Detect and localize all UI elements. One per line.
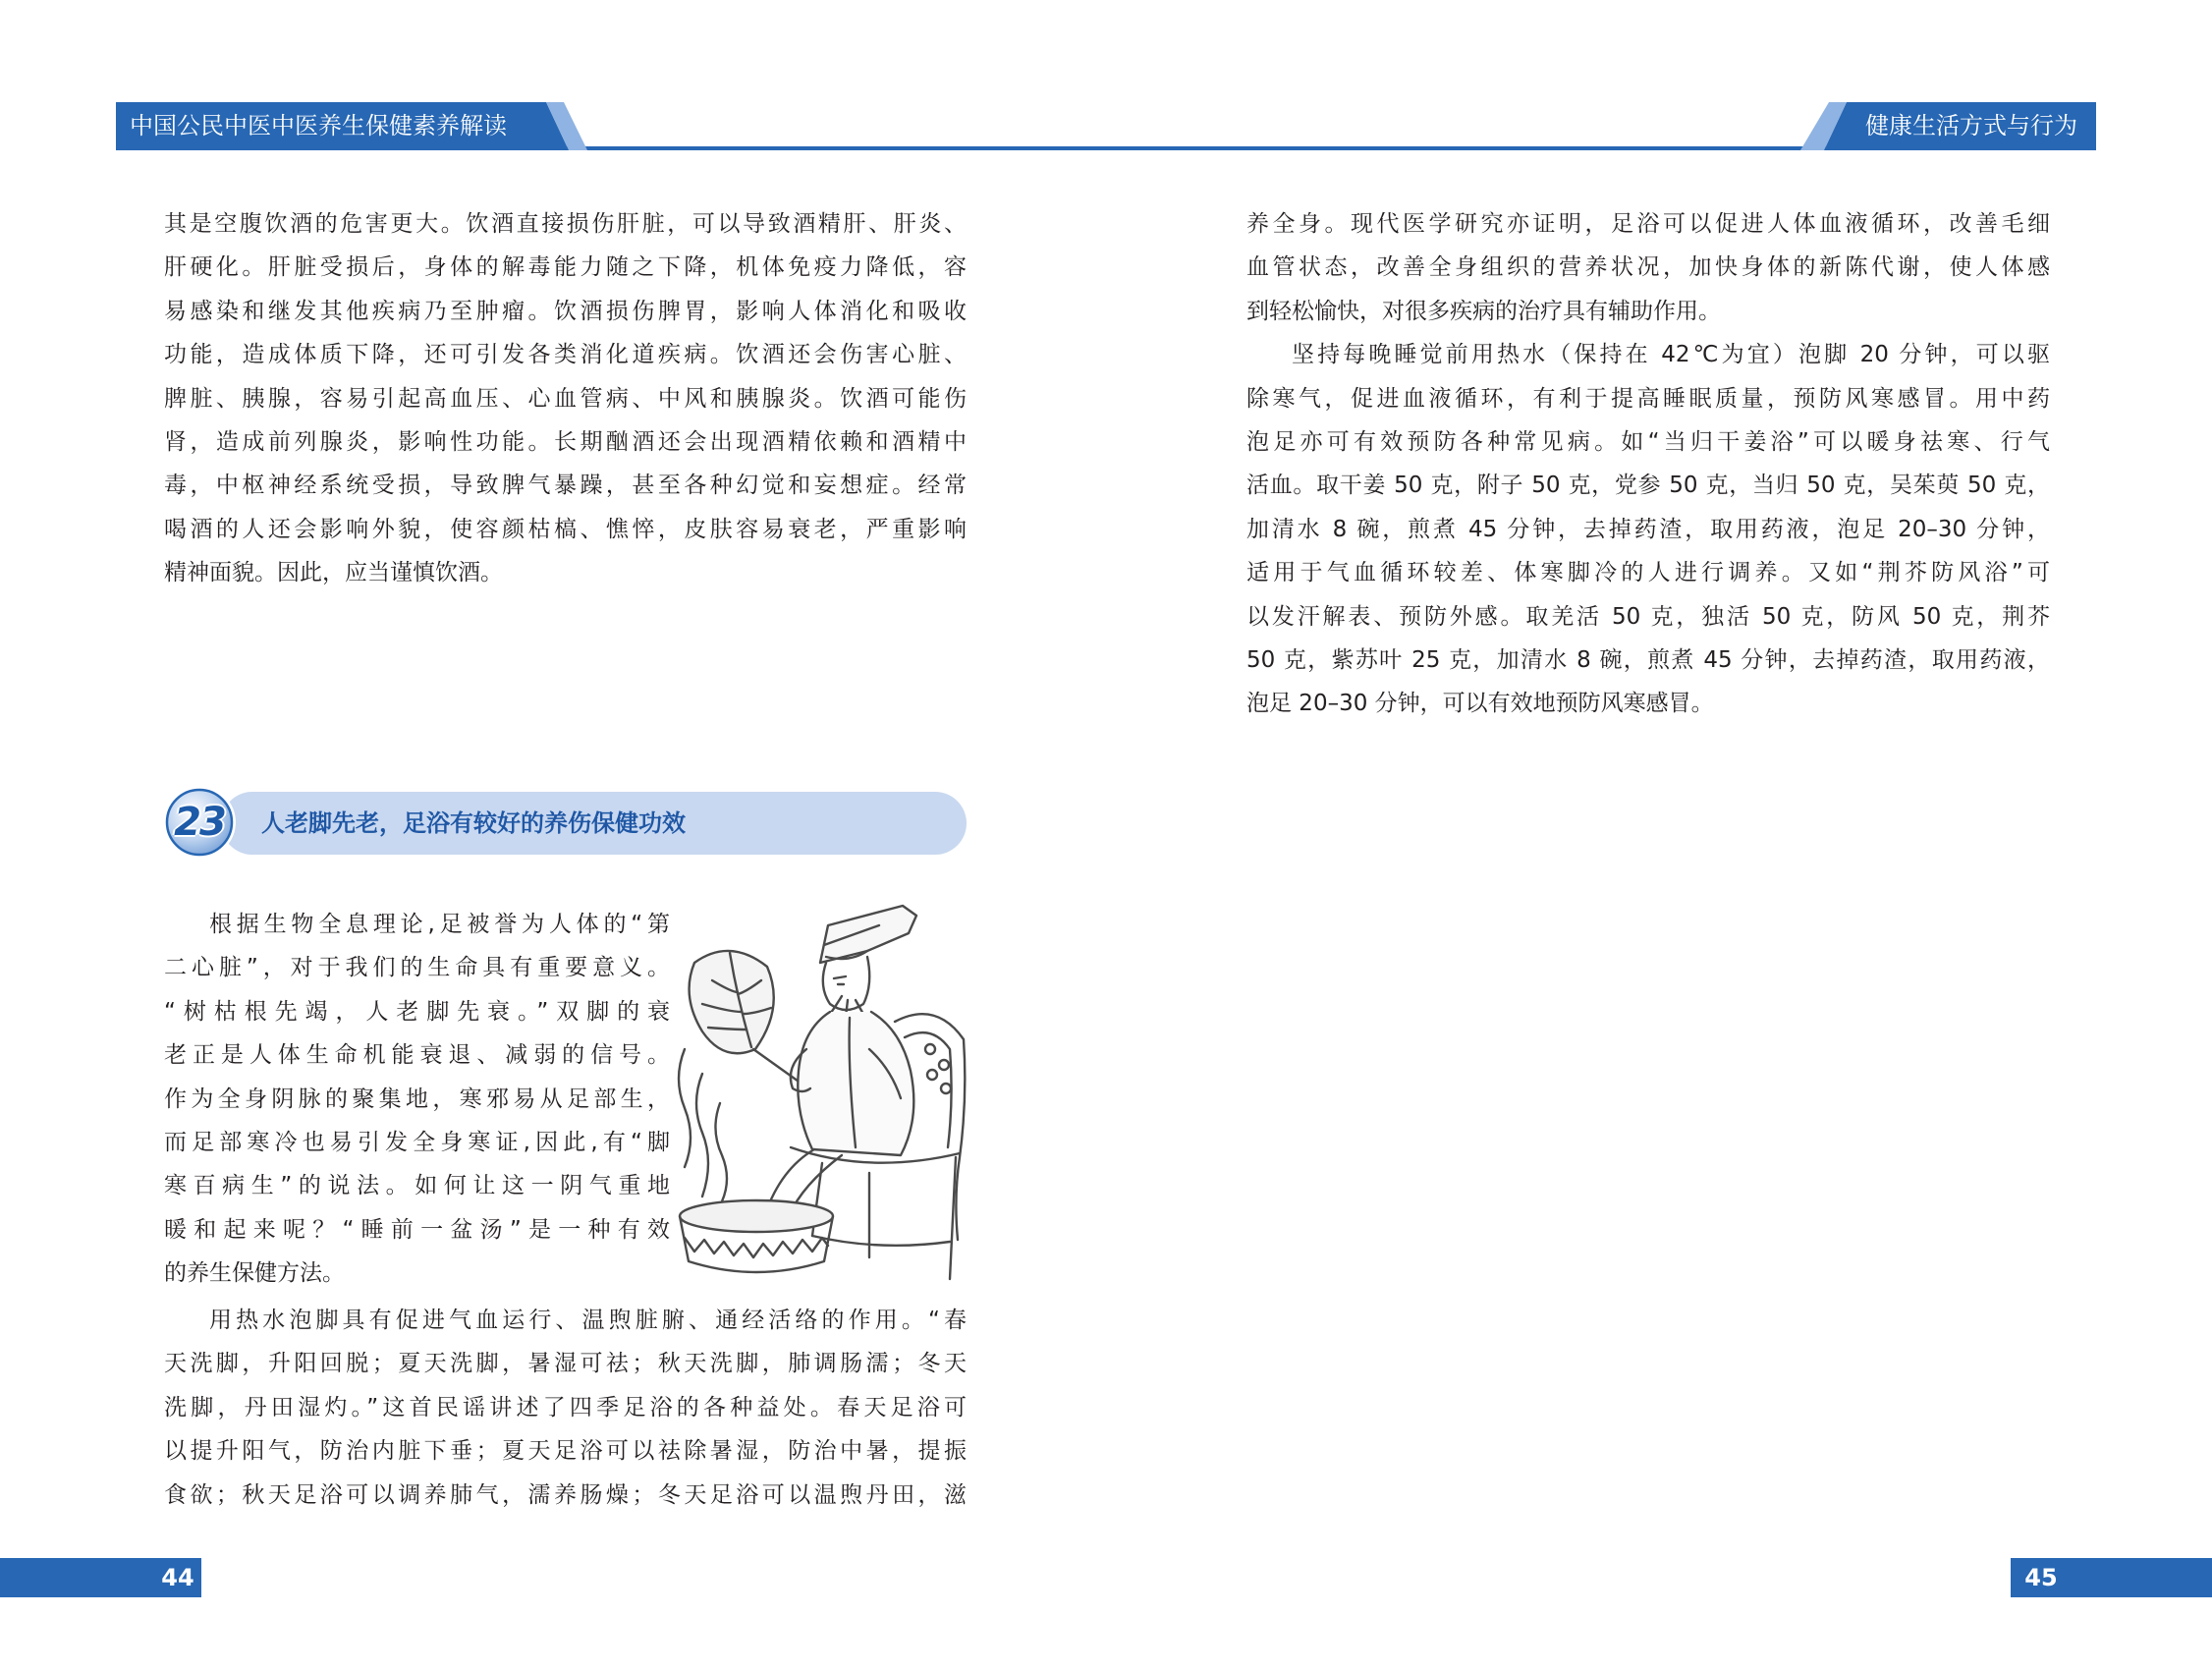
herbal-paragraph-line: 适用于气血循环较差、体寒脚冷的人进行调养。又如“荆芥防风浴”可 xyxy=(1246,560,2050,586)
herbal-paragraph-line: 活血。取干姜 50 克，附子 50 克，党参 50 克，当归 50 克，吴茱萸 50 克， xyxy=(1246,473,2050,499)
foot-intro-paragraph-line: 二心脏”，对于我们的生命具有重要意义。 xyxy=(164,955,670,981)
foot-intro-paragraph-line: 老正是人体生命机能衰退、减弱的信号。 xyxy=(164,1042,670,1069)
page-number-left: 44 xyxy=(161,1564,194,1591)
foot-intro-paragraph-line: 的养生保健方法。 xyxy=(164,1260,345,1287)
alcohol-paragraph-line: 易感染和继发其他疾病乃至肿瘤。饮酒损伤脾胃，影响人体消化和吸收 xyxy=(164,298,967,324)
foot-water-paragraph-line: 用热水泡脚具有促进气血运行、温煦脏腑、通经活络的作用。“春 xyxy=(209,1308,967,1333)
foot-water-paragraph-line: 天洗脚，升阳回脱；夏天洗脚，暑湿可祛；秋天洗脚，肺调肠濡；冬天 xyxy=(164,1351,967,1377)
foot-water-paragraph-line: 以提升阳气，防治内脏下垂；夏天足浴可以祛除暑湿，防治中暑，提振 xyxy=(164,1438,967,1465)
alcohol-paragraph-line: 其是空腹饮酒的危害更大。饮酒直接损伤肝脏，可以导致酒精肝、肝炎、 xyxy=(164,211,967,237)
herbal-paragraph-line: 加清水 8 碗，煎煮 45 分钟，去掉药渣，取用药液，泡足 20–30 分钟， xyxy=(1246,516,2050,542)
foot-intro-paragraph-line: 作为全身阴脉的聚集地，寒邪易从足部生， xyxy=(164,1086,670,1112)
foot-intro-paragraph xyxy=(164,903,670,1296)
herbal-paragraph-line: 以发汗解表、预防外感。取羌活 50 克，独活 50 克，防风 50 克，荆芥 xyxy=(1246,603,2050,630)
right-page-body xyxy=(1246,202,2050,726)
alcohol-paragraph-line: 脾脏、胰腺，容易引起高血压、心血管病、中风和胰腺炎。饮酒可能伤 xyxy=(164,385,967,412)
herbal-paragraph-line: 除寒气，促进血液循环，有利于提高睡眠质量，预防风寒感冒。用中药 xyxy=(1246,385,2050,412)
herbal-paragraph-line: 50 克，紫苏叶 25 克，加清水 8 碗，煎煮 45 分钟，去掉药渣，取用药液， xyxy=(1246,646,2050,673)
alcohol-paragraph-line: 精神面貌。因此，应当谨慎饮酒。 xyxy=(164,560,503,586)
continued-paragraph-line: 到轻松愉快，对很多疾病的治疗具有辅助作用。 xyxy=(1246,298,1721,324)
foot-intro-paragraph-line: “树枯根先竭，人老脚先衰。”双脚的衰 xyxy=(164,998,670,1025)
page-number-right: 45 xyxy=(2024,1564,2058,1591)
alcohol-paragraph-line: 肾，造成前列腺炎，影响性功能。长期酗酒还会出现酒精依赖和酒精中 xyxy=(164,428,967,455)
foot-water-paragraph-line: 洗脚，丹田湿灼。”这首民谣讲述了四季足浴的各种益处。春天足浴可 xyxy=(164,1394,967,1420)
foot-water-paragraph xyxy=(164,1299,967,1517)
herbal-paragraph-line: 泡足亦可有效预防各种常见病。如“当归干姜浴”可以暖身祛寒、行气 xyxy=(1246,428,2050,455)
foot-intro-paragraph-line: 暖和起来呢？“睡前一盆汤”是一种有效 xyxy=(164,1216,670,1243)
alcohol-paragraph-line: 功能，造成体质下降，还可引发各类消化道疾病。饮酒还会伤害心脏、 xyxy=(164,342,967,368)
alcohol-paragraph-line: 喝酒的人还会影响外貌，使容颜枯槁、憔悴，皮肤容易衰老，严重影响 xyxy=(164,516,967,542)
continued-paragraph-line: 养全身。现代医学研究亦证明，足浴可以促进人体血液循环，改善毛细 xyxy=(1246,211,2050,237)
foot-intro-paragraph-line: 而足部寒冷也易引发全身寒证,因此,有“脚 xyxy=(164,1129,670,1155)
section-number: 23 xyxy=(174,800,225,845)
herbal-paragraph-line: 泡足 20–30 分钟，可以有效地预防风寒感冒。 xyxy=(1246,691,1714,717)
alcohol-paragraph-line: 毒，中枢神经系统受损，导致脾气暴躁，甚至各种幻觉和妄想症。经常 xyxy=(164,473,967,499)
alcohol-paragraph-line: 肝硬化。肝脏受损后，身体的解毒能力随之下降，机体免疫力降低，容 xyxy=(164,254,967,281)
section-title: 人老脚先老，足浴有较好的养伤保健功效 xyxy=(261,809,686,837)
foot-intro-paragraph-line: 寒百病生”的说法。如何让这一阴气重地 xyxy=(164,1173,670,1199)
alcohol-paragraph xyxy=(164,202,967,595)
continued-paragraph-line: 血管状态，改善全身组织的营养状况，加快身体的新陈代谢，使人体感 xyxy=(1246,254,2050,281)
foot-bath-scholar-illustration xyxy=(673,902,968,1287)
running-header-chapter-title: 健康生活方式与行为 xyxy=(1865,112,2077,139)
foot-intro-paragraph-line: 根据生物全息理论,足被誉为人体的“第 xyxy=(209,912,670,937)
foot-water-paragraph-line: 食欲；秋天足浴可以调养肺气，濡养肠燥；冬天足浴可以温煦丹田，滋 xyxy=(164,1481,967,1508)
herbal-paragraph-line: 坚持每晚睡觉前用热水（保持在 42℃为宜）泡脚 20 分钟，可以驱 xyxy=(1292,342,2050,368)
running-header-book-title: 中国公民中医中医养生保健素养解读 xyxy=(130,112,507,139)
